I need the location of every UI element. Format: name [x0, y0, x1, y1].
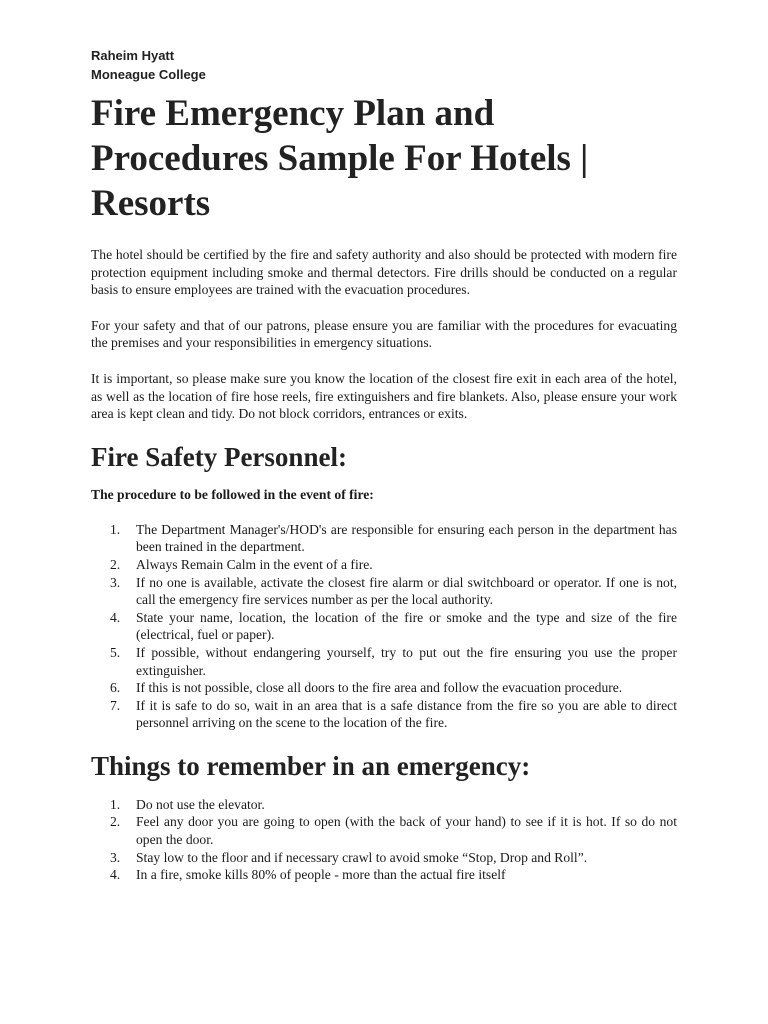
list-item: 1. Do not use the elevator. [110, 796, 265, 812]
list-item: 6. If this is not possible, close all doors to the fire area and follow the evacuation procedure. [110, 680, 623, 696]
emergency-list [91, 796, 677, 884]
section-heading-personnel: Fire Safety Personnel: [91, 441, 347, 472]
section-heading-emergency: Things to remember in an emergency: [91, 750, 531, 781]
list-item: 4. State your name, location, the location of the fire or smoke and the type and size of the fire (electrical, fuel or paper). [110, 609, 677, 643]
list-item: 1. The Department Manager's/HOD's are responsible for ensuring each person in the department has been trained in the department. [110, 521, 677, 555]
procedure-subheading: The procedure to be followed in the event of fire: [91, 486, 374, 502]
list-item: 5. If possible, without endangering yourself, try to put out the fire ensuring you use the proper extinguisher. [110, 644, 677, 678]
list-item: 7. If it is safe to do so, wait in an area that is a safe distance from the fire so you are able to direct personnel arriving on the scene to the location of the fire. [110, 697, 677, 731]
list-item: 3. If no one is available, activate the closest fire alarm or dial switchboard or operator. If one is not, call the emergency fire services number as per the local authority. [110, 574, 677, 608]
author-name: Raheim Hyatt [91, 48, 175, 63]
list-item: 4. In a fire, smoke kills 80% of people - more than the actual fire itself [110, 867, 506, 883]
document-title: Fire Emergency Plan and Procedures Sample For Hotels | Resorts [91, 93, 589, 224]
list-item: 3. Stay low to the floor and if necessary crawl to avoid smoke “Stop, Drop and Roll”. [110, 849, 588, 865]
author-school: Moneague College [91, 67, 206, 82]
paragraph-intro: The hotel should be certified by the fire and safety authority and also should be protected with modern fire protection equipment including smoke and thermal detectors. Fire drills should be conducted on a regular basis to ensure employees are trained with the evacuation procedures. [91, 247, 677, 298]
paragraph-safety: For your safety and that of our patrons, please ensure you are familiar with the procedures for evacuating the premises and your responsibilities in emergency situations. [91, 317, 677, 351]
list-item: 2. Always Remain Calm in the event of a fire. [110, 556, 373, 572]
procedure-list [91, 521, 677, 732]
list-item: 2. Feel any door you are going to open (with the back of your hand) to see if it is hot. If so do not open the door. [110, 814, 677, 848]
paragraph-important: It is important, so please make sure you know the location of the closest fire exit in each area of the hotel, as well as the location of fire hose reels, fire extinguishers and fire blankets. Also, please ensure your work area is kept clean and tidy. Do not block corridors, entrances or exits. [91, 370, 677, 422]
